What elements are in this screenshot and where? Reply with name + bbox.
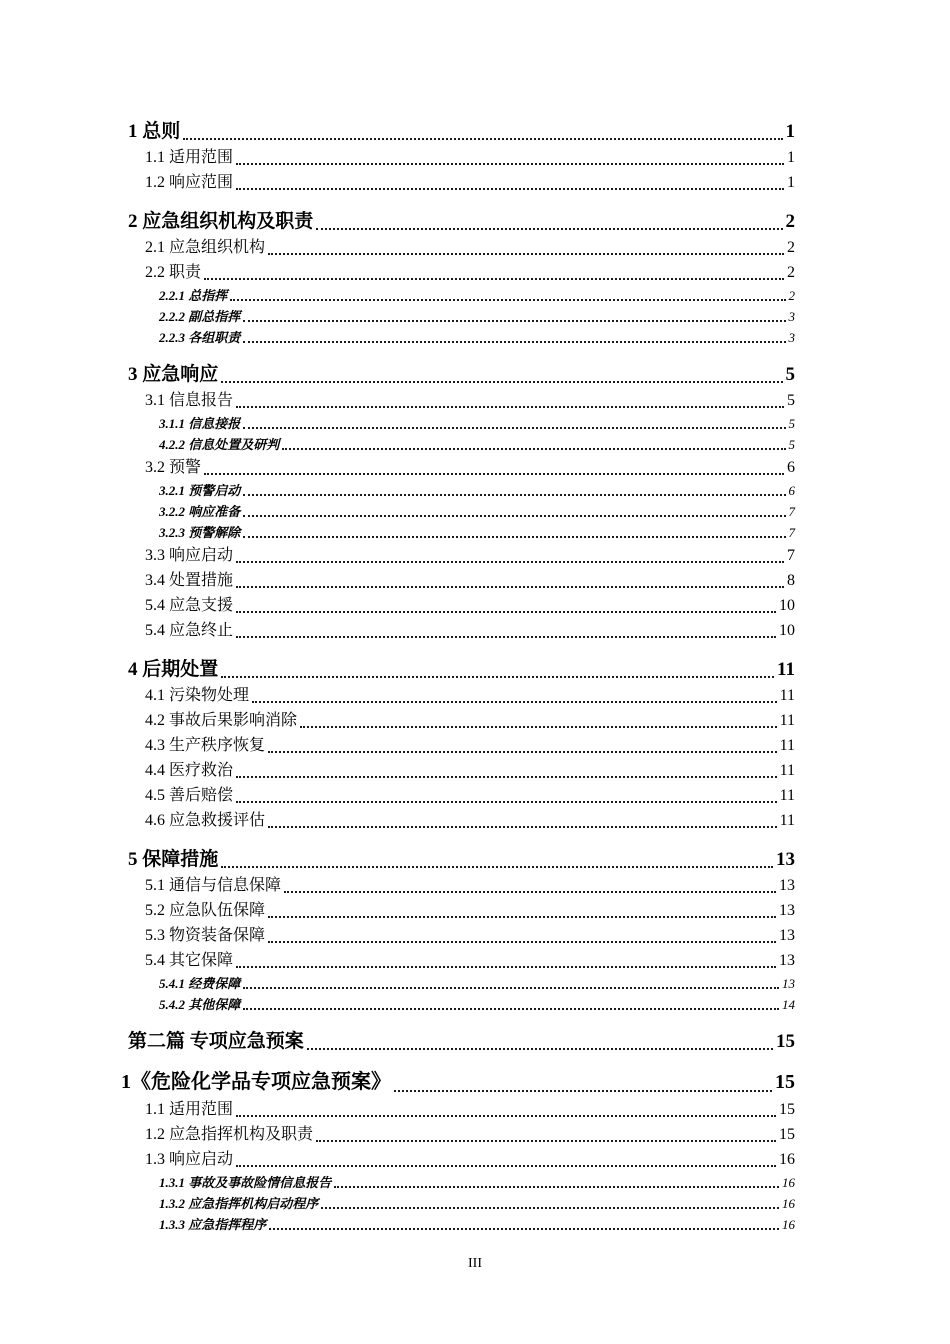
toc-entry-label: 5.4.2 其他保障 xyxy=(159,997,241,1012)
toc-page-number: 6 xyxy=(787,459,795,476)
toc-page-number: 5 xyxy=(788,437,795,452)
toc-entry-label: 3.2.2 响应准备 xyxy=(159,504,241,519)
toc-leader xyxy=(236,1165,776,1167)
toc-page-number: 7 xyxy=(788,525,795,540)
toc-page-number: 16 xyxy=(782,1196,795,1211)
toc-leader xyxy=(204,473,784,475)
toc-entry[interactable] xyxy=(145,783,795,808)
toc-page-number: 2 xyxy=(787,239,795,256)
toc-entry-label: 4.1 污染物处理 xyxy=(145,687,250,704)
toc-entry-label: 3.2.1 预警启动 xyxy=(159,483,241,498)
toc-entry-label: 1.3.3 应急指挥程序 xyxy=(159,1217,267,1232)
toc-leader xyxy=(221,676,774,678)
toc-entry[interactable] xyxy=(145,170,795,195)
toc-leader xyxy=(236,1115,776,1117)
toc-entry[interactable] xyxy=(159,306,795,327)
toc-entry-label: 3.1 信息报告 xyxy=(145,392,234,409)
toc-entry-label: 5.4.1 经费保障 xyxy=(159,976,241,991)
toc-entry-label: 3.4 处置措施 xyxy=(145,572,234,589)
toc-entry[interactable] xyxy=(128,361,795,388)
toc-leader xyxy=(268,941,776,943)
toc-page-number: 8 xyxy=(787,572,795,589)
toc-leader xyxy=(316,228,782,230)
toc-page-number: 5 xyxy=(788,416,795,431)
toc-page-number: 7 xyxy=(788,504,795,519)
toc-leader xyxy=(243,1008,779,1010)
toc-entry-label: 3.1.1 信息接报 xyxy=(159,416,241,431)
toc-entry-label: 1.3.2 应急指挥机构启动程序 xyxy=(159,1196,319,1211)
toc-page-number: 15 xyxy=(779,1126,795,1143)
toc-entry-label: 4.6 应急救援评估 xyxy=(145,812,266,829)
toc-page-number: 6 xyxy=(788,483,795,498)
toc-entry[interactable] xyxy=(145,1122,795,1147)
toc-leader xyxy=(268,751,777,753)
toc-page-number: 5 xyxy=(787,392,795,409)
toc-entry-label: 2.2.2 副总指挥 xyxy=(159,309,241,324)
toc-page-number: 13 xyxy=(782,976,795,991)
toc-page-number: 2 xyxy=(788,288,795,303)
toc-leader xyxy=(307,1048,773,1050)
toc-leader xyxy=(236,801,777,803)
toc-leader xyxy=(243,536,785,538)
toc-leader xyxy=(236,776,777,778)
toc-leader xyxy=(321,1207,779,1209)
toc-entry[interactable] xyxy=(128,656,795,683)
toc-entry[interactable] xyxy=(145,758,795,783)
toc-entry-label: 2.2.1 总指挥 xyxy=(159,288,228,303)
toc-leader xyxy=(236,163,784,165)
toc-page-number: 16 xyxy=(782,1217,795,1232)
toc-page-number: 3 xyxy=(788,309,795,324)
toc-leader xyxy=(300,726,777,728)
toc-leader xyxy=(268,826,777,828)
toc-leader xyxy=(394,1090,772,1092)
toc-entry[interactable] xyxy=(145,455,795,480)
toc-entry-label: 1 总则 xyxy=(128,121,181,142)
toc-leader xyxy=(334,1186,779,1188)
toc-entry[interactable] xyxy=(145,618,795,643)
toc-page-number: 16 xyxy=(779,1151,795,1168)
toc-leader xyxy=(221,866,773,868)
toc-entry-label: 1.3 响应启动 xyxy=(145,1151,234,1168)
toc-page-number: 11 xyxy=(779,687,795,704)
toc-entry[interactable] xyxy=(159,480,795,501)
toc-entry-label: 5 保障措施 xyxy=(128,849,219,870)
toc-entry-label: 2 应急组织机构及职责 xyxy=(128,211,314,232)
toc-entry-label: 2.1 应急组织机构 xyxy=(145,239,266,256)
toc-entry-label: 3.2 预警 xyxy=(145,459,202,476)
toc-page-number: 2 xyxy=(785,211,795,232)
toc-entry[interactable] xyxy=(128,846,795,873)
toc-entry[interactable] xyxy=(145,593,795,618)
toc-entry[interactable] xyxy=(159,994,795,1015)
toc-leader xyxy=(236,966,776,968)
toc-page-number: 13 xyxy=(779,952,795,969)
toc-entry-label: 1.1 适用范围 xyxy=(145,149,234,166)
toc-entry-label: 4.2 事故后果影响消除 xyxy=(145,712,298,729)
toc-entry[interactable] xyxy=(145,683,795,708)
toc-entry[interactable] xyxy=(145,1147,795,1172)
toc-leader xyxy=(236,406,784,408)
toc-page-number: 16 xyxy=(782,1175,795,1190)
toc-entry-label: 3 应急响应 xyxy=(128,364,219,385)
toc-entry[interactable] xyxy=(128,208,795,235)
toc-leader xyxy=(183,138,782,140)
toc-leader xyxy=(243,341,785,343)
footer-page-number: III xyxy=(468,1256,482,1271)
toc-leader xyxy=(284,891,776,893)
toc-page-number: 15 xyxy=(775,1071,795,1093)
toc-leader xyxy=(243,427,785,429)
toc-entry-label: 4.3 生产秩序恢复 xyxy=(145,737,266,754)
toc-entry[interactable] xyxy=(145,898,795,923)
toc-entry-label: 1.2 应急指挥机构及职责 xyxy=(145,1126,314,1143)
toc-entry[interactable] xyxy=(121,1068,795,1097)
toc-entry-label: 5.4 应急支援 xyxy=(145,597,234,614)
toc-entry[interactable] xyxy=(159,1172,795,1193)
toc-page-number: 13 xyxy=(779,877,795,894)
toc-entry[interactable] xyxy=(145,873,795,898)
toc-page-number: 10 xyxy=(779,597,795,614)
toc-entry-label: 第二篇 专项应急预案 xyxy=(128,1031,304,1052)
toc-entry[interactable] xyxy=(159,434,795,455)
toc-leader xyxy=(316,1140,776,1142)
toc-entry-label: 3.3 响应启动 xyxy=(145,547,234,564)
toc-entry[interactable] xyxy=(159,327,795,348)
toc-entry[interactable] xyxy=(159,522,795,543)
toc-page-number: 11 xyxy=(779,712,795,729)
toc-page-number: 13 xyxy=(779,902,795,919)
toc-entry-label: 5.4 应急终止 xyxy=(145,622,234,639)
toc-page-number: 15 xyxy=(776,1031,795,1052)
toc-leader xyxy=(269,1228,779,1230)
toc-page-number: 11 xyxy=(779,812,795,829)
toc-entry-label: 3.2.3 预警解除 xyxy=(159,525,241,540)
toc-page-number: 11 xyxy=(779,737,795,754)
toc-leader xyxy=(268,916,776,918)
toc-entry[interactable] xyxy=(145,543,795,568)
toc-page-number: 7 xyxy=(787,547,795,564)
toc-entry[interactable] xyxy=(145,235,795,260)
toc-entry-label: 4.2.2 信息处置及研判 xyxy=(159,437,280,452)
toc-leader xyxy=(236,586,784,588)
toc-entry-label: 5.4 其它保障 xyxy=(145,952,234,969)
toc-entry[interactable] xyxy=(145,568,795,593)
toc-page-number: 14 xyxy=(782,997,795,1012)
toc-page-number: 5 xyxy=(785,364,795,385)
toc-leader xyxy=(252,701,777,703)
toc-page-number: 11 xyxy=(777,659,795,680)
toc-entry[interactable] xyxy=(159,285,795,306)
toc-entry[interactable] xyxy=(145,923,795,948)
toc-leader xyxy=(221,381,782,383)
toc-leader xyxy=(243,320,785,322)
toc-page-number: 2 xyxy=(787,264,795,281)
toc-entry[interactable] xyxy=(145,1097,795,1122)
toc-leader xyxy=(243,515,785,517)
toc-entry[interactable] xyxy=(145,733,795,758)
toc-entry[interactable] xyxy=(159,501,795,522)
toc-leader xyxy=(236,611,776,613)
toc-page-number: 10 xyxy=(779,622,795,639)
toc-entry-label: 2.2 职责 xyxy=(145,264,202,281)
toc-entry[interactable] xyxy=(145,808,795,833)
toc-entry-label: 5.1 通信与信息保障 xyxy=(145,877,282,894)
toc xyxy=(121,118,795,1235)
toc-entry[interactable] xyxy=(159,1193,795,1214)
toc-leader xyxy=(204,278,784,280)
toc-page-number: 13 xyxy=(779,927,795,944)
footer xyxy=(0,1256,950,1272)
toc-page-number: 1 xyxy=(785,121,795,142)
toc-page-number: 15 xyxy=(779,1101,795,1118)
toc-page-number: 11 xyxy=(779,787,795,804)
toc-entry-label: 4 后期处置 xyxy=(128,659,219,680)
toc-entry-label: 4.5 善后赔偿 xyxy=(145,787,234,804)
toc-page-number: 1 xyxy=(787,174,795,191)
toc-entry-label: 1.2 响应范围 xyxy=(145,174,234,191)
toc-entry[interactable] xyxy=(159,973,795,994)
toc-page-number: 11 xyxy=(779,762,795,779)
toc-entry-label: 1.1 适用范围 xyxy=(145,1101,234,1118)
toc-entry-label: 1.3.1 事故及事故险情信息报告 xyxy=(159,1175,332,1190)
toc-leader xyxy=(230,299,785,301)
toc-leader xyxy=(282,448,785,450)
toc-entry-label: 5.2 应急队伍保障 xyxy=(145,902,266,919)
toc-entry[interactable] xyxy=(145,948,795,973)
toc-leader xyxy=(243,987,779,989)
toc-page-number: 13 xyxy=(776,849,795,870)
toc-leader xyxy=(236,561,784,563)
toc-leader xyxy=(243,494,785,496)
toc-leader xyxy=(236,188,784,190)
toc-entry-label: 5.3 物资装备保障 xyxy=(145,927,266,944)
toc-entry-label: 2.2.3 各组职责 xyxy=(159,330,241,345)
toc-leader xyxy=(236,636,776,638)
toc-entry[interactable] xyxy=(128,118,795,145)
toc-entry[interactable] xyxy=(159,1214,795,1235)
toc-entry[interactable] xyxy=(145,708,795,733)
toc-entry[interactable] xyxy=(145,388,795,413)
toc-page-number: 3 xyxy=(788,330,795,345)
toc-entry[interactable] xyxy=(128,1028,795,1055)
toc-leader xyxy=(268,253,784,255)
toc-entry[interactable] xyxy=(145,145,795,170)
toc-entry[interactable] xyxy=(159,413,795,434)
toc-entry-label: 4.4 医疗救治 xyxy=(145,762,234,779)
toc-entry[interactable] xyxy=(145,260,795,285)
toc-page-number: 1 xyxy=(787,149,795,166)
toc-entry-label: 1《危险化学品专项应急预案》 xyxy=(121,1071,391,1093)
